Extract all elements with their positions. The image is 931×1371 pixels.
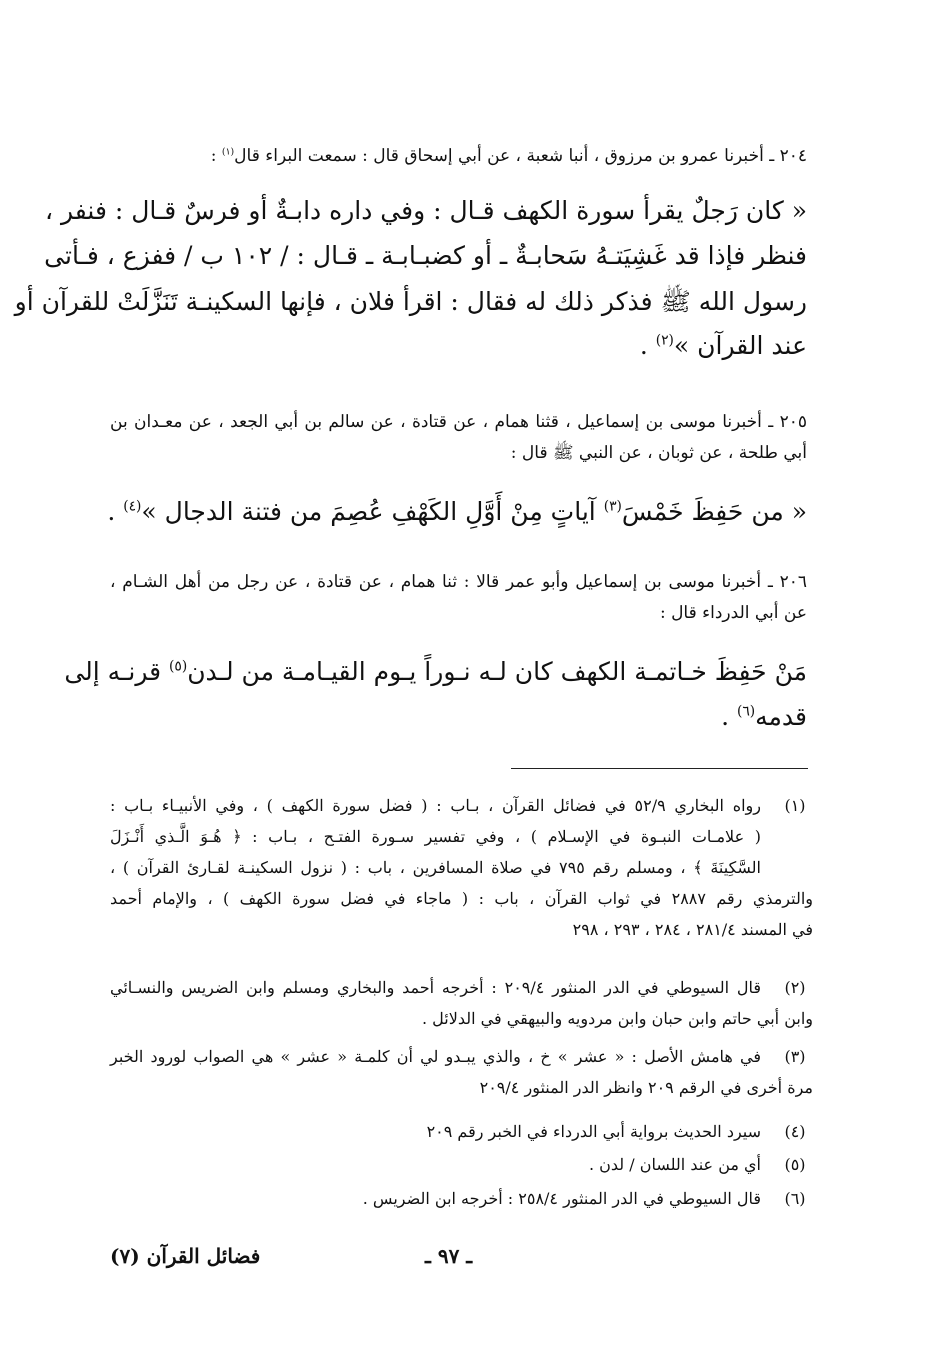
footnote-line: قال السيوطي في الدر المنثور ٢٥٨/٤ : أخرجه ابن الضريس . xyxy=(362,1189,761,1208)
footnote-number: (١) xyxy=(784,796,806,815)
hadith-text-line: فنظر فإذا قد غَشِيَتـهُ سَحابـةٌ ـ أو كضبـابـة ـ قـال : / ١٠٢ ب / ففزع ، فـأتى xyxy=(44,241,807,270)
footnote-line: ( علامـات النبـوة في الإسـلام ) ، وفي تفسير سـورة الفتـح ، بـاب : ﴿ هُـوَ الَّـذي أَنْـزَلَ xyxy=(110,827,761,846)
footnote-separator xyxy=(511,768,808,769)
footnote-ref: (٥) xyxy=(169,658,188,675)
narration-204 xyxy=(211,146,807,166)
signature-mark: فضائل القرآن (٧) xyxy=(110,1244,261,1268)
footnote-line: سيرد الحديث برواية أبي الدرداء في الخبر رقم ٢٠٩ xyxy=(426,1122,761,1141)
footnote-ref: (٣) xyxy=(603,498,622,515)
hadith-text-line: رسول الله ﷺ فذكر ذلك له فقال : اقرأ فلان ، فإنها السكينـة تَنَزَّلَتْ للقرآن أو xyxy=(14,287,807,316)
hadith-text: عند القرآن » xyxy=(673,331,807,360)
narration-205-cont: أبي طلحة ، عن ثوبان ، عن النبي ﷺ قال : xyxy=(510,443,807,463)
hadith-text-line xyxy=(107,497,807,526)
hadith-text: آياتٍ مِنْ أَوَّلِ الكَهْفِ عُصِمَ من فتنة الدجال » xyxy=(141,497,604,526)
footnote-ref: (١) xyxy=(221,146,235,158)
hadith-text-line xyxy=(640,331,807,360)
hadith-text: « من حَفِظَ خَمْسَ xyxy=(621,497,807,526)
hadith-text-line xyxy=(64,657,807,686)
punctuation: . xyxy=(107,497,124,526)
footnote-ref: (٤) xyxy=(123,498,142,515)
footnote-number: (٤) xyxy=(784,1122,806,1141)
footnote-line: والترمذي رقم ٢٨٨٧ في ثواب القرآن ، باب : ( ماجاء في فضل سورة الكهف ) ، والإمام أحمد xyxy=(110,889,814,908)
footnote-number: (٢) xyxy=(784,978,806,997)
punctuation: : xyxy=(210,146,222,166)
narration-text: ٢٠٤ ـ أخبرنا عمرو بن مرزوق ، أنبا شعبة ، عن أبي إسحاق قال : سمعت البراء قال xyxy=(234,146,807,166)
punctuation: . xyxy=(721,702,737,731)
punctuation: . xyxy=(639,331,656,360)
hadith-text-line: « كان رَجلٌ يقرأ سورة الكهف قـال : وفي داره دابـةٌ أو فرسٌ قـال : فنفر ، xyxy=(44,196,807,225)
narration-206-cont: عن أبي الدرداء قال : xyxy=(659,603,807,623)
footnote-number: (٦) xyxy=(784,1189,806,1208)
footnote-line: قال السيوطي في الدر المنثور ٢٠٩/٤ : أخرجه أحمد والبخاري ومسلم وابن الضريس والنسـائي xyxy=(110,978,762,997)
footnote-line: في هامش الأصل : « عشر » خ ، والذي يبـدو لي أن كلمـة « عشر » هي الصواب لورود الخبر xyxy=(110,1047,761,1066)
footnote-number: (٥) xyxy=(784,1155,806,1174)
narration-205: ٢٠٥ ـ أخبرنا موسى بن إسماعيل ، قثنا همام ، عن قتادة ، عن سالم بن أبي الجعد ، عن معـدان بن xyxy=(110,412,807,432)
footnote-line: رواه البخاري ٥٢/٩ في فضائل القرآن ، بـاب : ( فضل سورة الكهف ) ، وفي الأنبيـاء بـاب : xyxy=(110,796,761,815)
narration-206: ٢٠٦ ـ أخبرنا موسى بن إسماعيل وأبو عمر قالا : ثنا همام ، عن قتادة ، عن رجل من أهل الشـام ، xyxy=(110,572,807,592)
footnote-line: السَّكِينَةَ ﴾ ، ومسلم رقم ٧٩٥ في صلاة المسافرين ، باب : ( نزول السكينـة لقـارئ القرآن ) ، xyxy=(110,858,761,877)
hadith-text-line xyxy=(721,702,807,731)
footnote-number: (٣) xyxy=(784,1047,806,1066)
footnote-line: أي من عند اللسان / لدن . xyxy=(588,1155,761,1174)
hadith-text: قدمه xyxy=(755,702,807,731)
hadith-text: مَنْ حَفِظَ خـاتمـة الكهف كان لـه نـوراً يـوم القيـامـة من لـدن xyxy=(187,657,807,686)
hadith-text: قرنـه إلى xyxy=(64,657,170,686)
page-number: ـ ٩٧ ـ xyxy=(425,1244,473,1268)
footnote-line: وابن أبي حاتم وابن حبان وابن مردويه والبيهقي في الدلائل . xyxy=(422,1009,813,1028)
footnote-line: في المسند ٢٨١/٤ ، ٢٨٤ ، ٢٩٣ ، ٢٩٨ xyxy=(572,920,813,939)
footnote-ref: (٦) xyxy=(736,703,756,720)
footnote-line: مرة أخرى في الرقم ٢٠٩ وانظر الدر المنثور ٢٠٩/٤ xyxy=(479,1078,813,1097)
footnote-ref: (٢) xyxy=(655,332,674,349)
